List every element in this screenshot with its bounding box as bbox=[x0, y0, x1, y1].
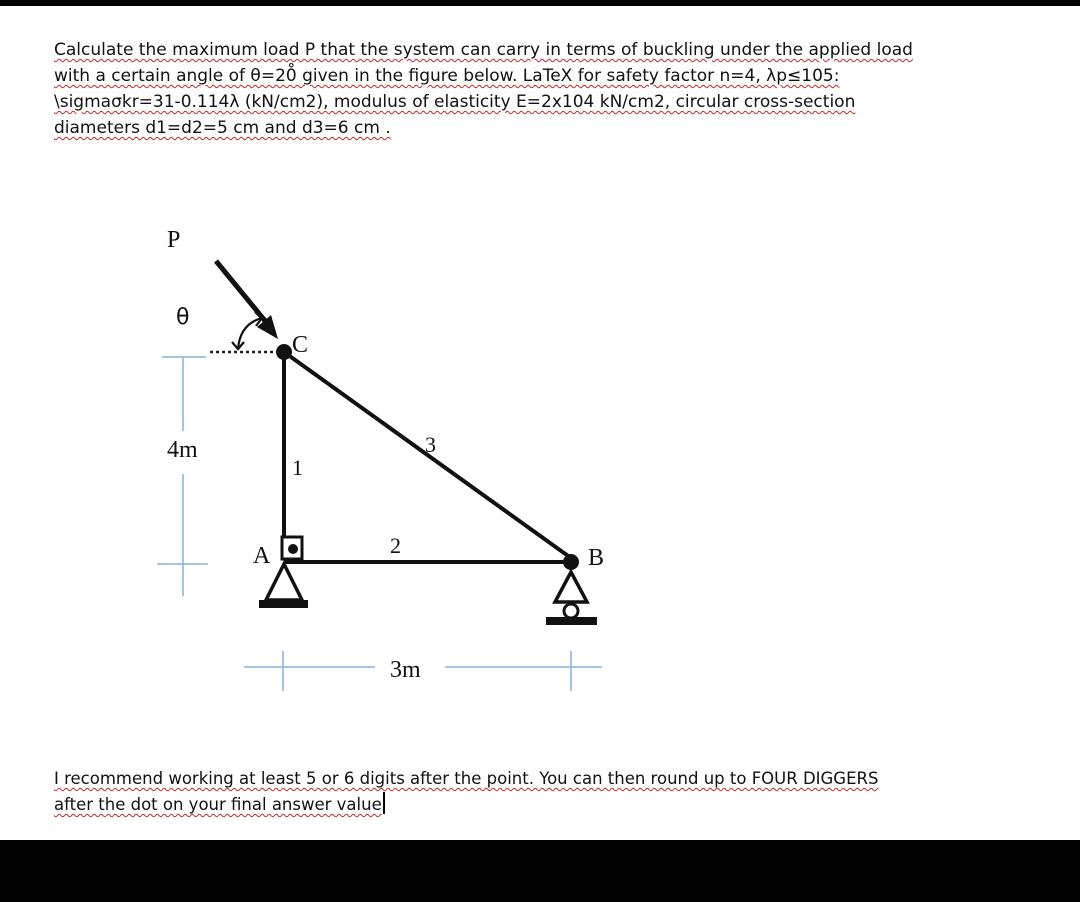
joint-c bbox=[276, 344, 292, 360]
member-2-label: 2 bbox=[390, 533, 401, 558]
recommendation-note[interactable] bbox=[54, 766, 1044, 818]
height-label: 4m bbox=[167, 437, 198, 463]
joint-a-pin bbox=[288, 544, 298, 554]
member-3-label: 3 bbox=[425, 432, 436, 457]
support-a-base bbox=[259, 600, 308, 608]
note-line-2-wrap bbox=[54, 792, 1044, 818]
angle-label: θ bbox=[176, 305, 190, 330]
load-label: P bbox=[167, 227, 181, 253]
note-line-2: after the dot on your final answer value bbox=[54, 795, 382, 814]
load-arrow-shaft bbox=[216, 261, 266, 322]
problem-line-3: \sigmaσkr=31-0.114λ (kN/cm2), modulus of elasticity E=2x104 kN/cm2, circular cross-section bbox=[54, 92, 856, 112]
member-1-label: 1 bbox=[292, 455, 303, 480]
truss-figure bbox=[0, 6, 1080, 840]
problem-line-1: Calculate the maximum load P that the system can carry in terms of buckling under the applied load bbox=[54, 40, 913, 60]
support-b-roller bbox=[564, 604, 578, 618]
note-line-1: I recommend working at least 5 or 6 digits after the point. You can then round up to FOUR DIGGERS bbox=[54, 769, 879, 788]
problem-line-4: diameters d1=d2=5 cm and d3=6 cm . bbox=[54, 118, 391, 138]
text-cursor bbox=[383, 792, 385, 814]
support-a bbox=[266, 564, 302, 600]
joint-b bbox=[563, 554, 579, 570]
support-b bbox=[555, 572, 587, 602]
node-a-label: A bbox=[253, 543, 271, 569]
problem-line-2: with a certain angle of θ=20̊ given in the figure below. LaTeX for safety factor n=4, λp≤105: bbox=[54, 66, 840, 86]
node-b-label: B bbox=[588, 545, 605, 571]
support-b-base bbox=[546, 617, 597, 625]
width-label: 3m bbox=[390, 657, 421, 683]
node-c-label: C bbox=[292, 332, 309, 358]
